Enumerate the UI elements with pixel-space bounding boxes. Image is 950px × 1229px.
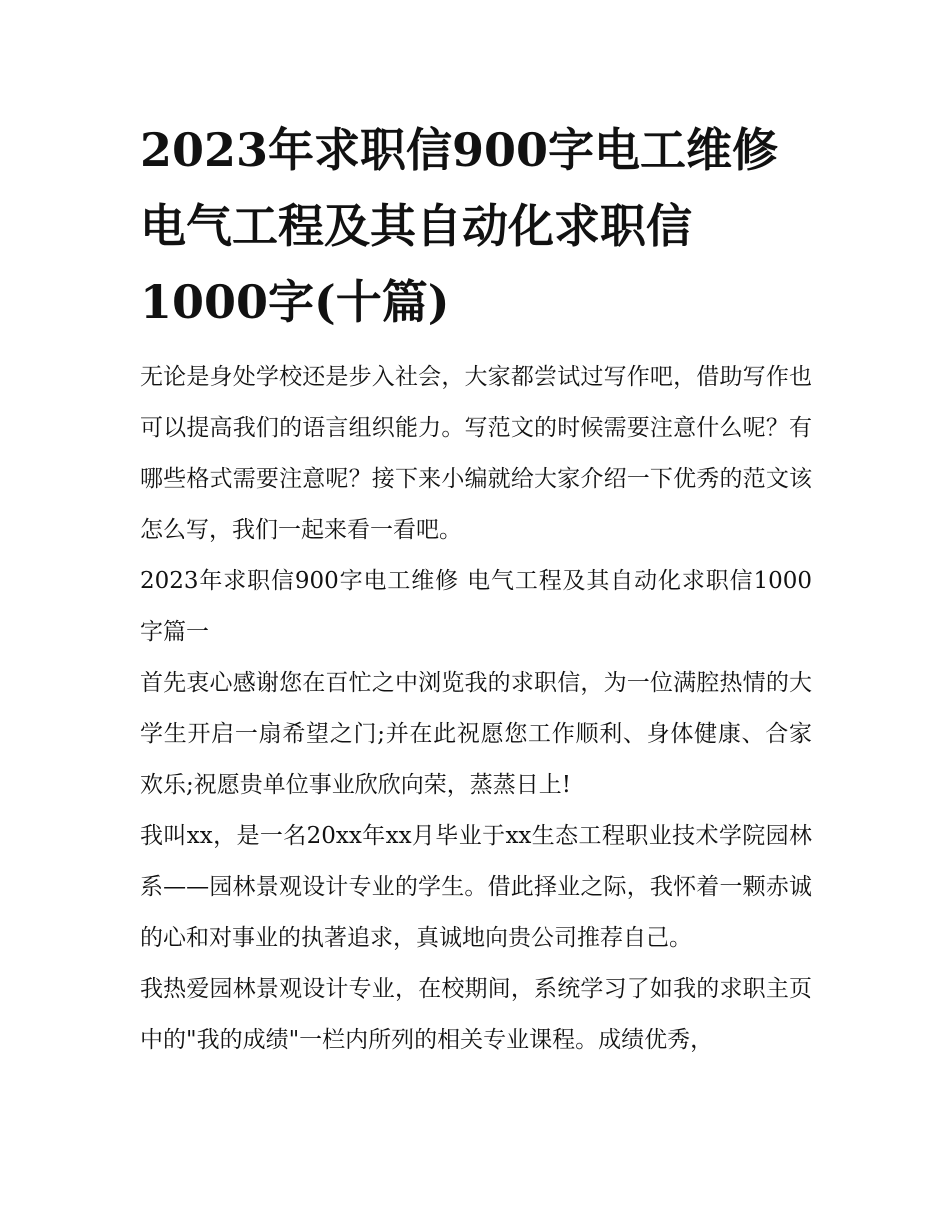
intro-paragraph: 无论是身处学校还是步入社会，大家都尝试过写作吧，借助写作也可以提高我们的语言组织能力。写范文的时候需要注意什么呢？有哪些格式需要注意呢？接下来小编就给大家介绍一下优秀的范文该怎么写，我们一起来看一看吧。 xyxy=(140,364,812,543)
body-paragraph: 我热爱园林景观设计专业，在校期间，系统学习了如我的求职主页中的"我的成绩"一栏内所列的相关专业课程。成绩优秀， xyxy=(140,976,812,1053)
document-content xyxy=(140,112,812,1066)
section-heading: 2023年求职信900字电工维修 电气工程及其自动化求职信1000字篇一 xyxy=(140,568,812,645)
body-paragraph: 我叫xx，是一名20xx年xx月毕业于xx生态工程职业技术学院园林系——园林景观设计专业的学生。借此择业之际，我怀着一颗赤诚的心和对事业的执著追求，真诚地向贵公司推荐自己。 xyxy=(140,823,812,951)
body-paragraph: 首先衷心感谢您在百忙之中浏览我的求职信，为一位满腔热情的大学生开启一扇希望之门;并在此祝愿您工作顺利、身体健康、合家欢乐;祝愿贵单位事业欣欣向荣，蒸蒸日上! xyxy=(140,670,812,798)
document-title: 2023年求职信900字电工维修 电气工程及其自动化求职信1000字(十篇) xyxy=(140,123,779,329)
